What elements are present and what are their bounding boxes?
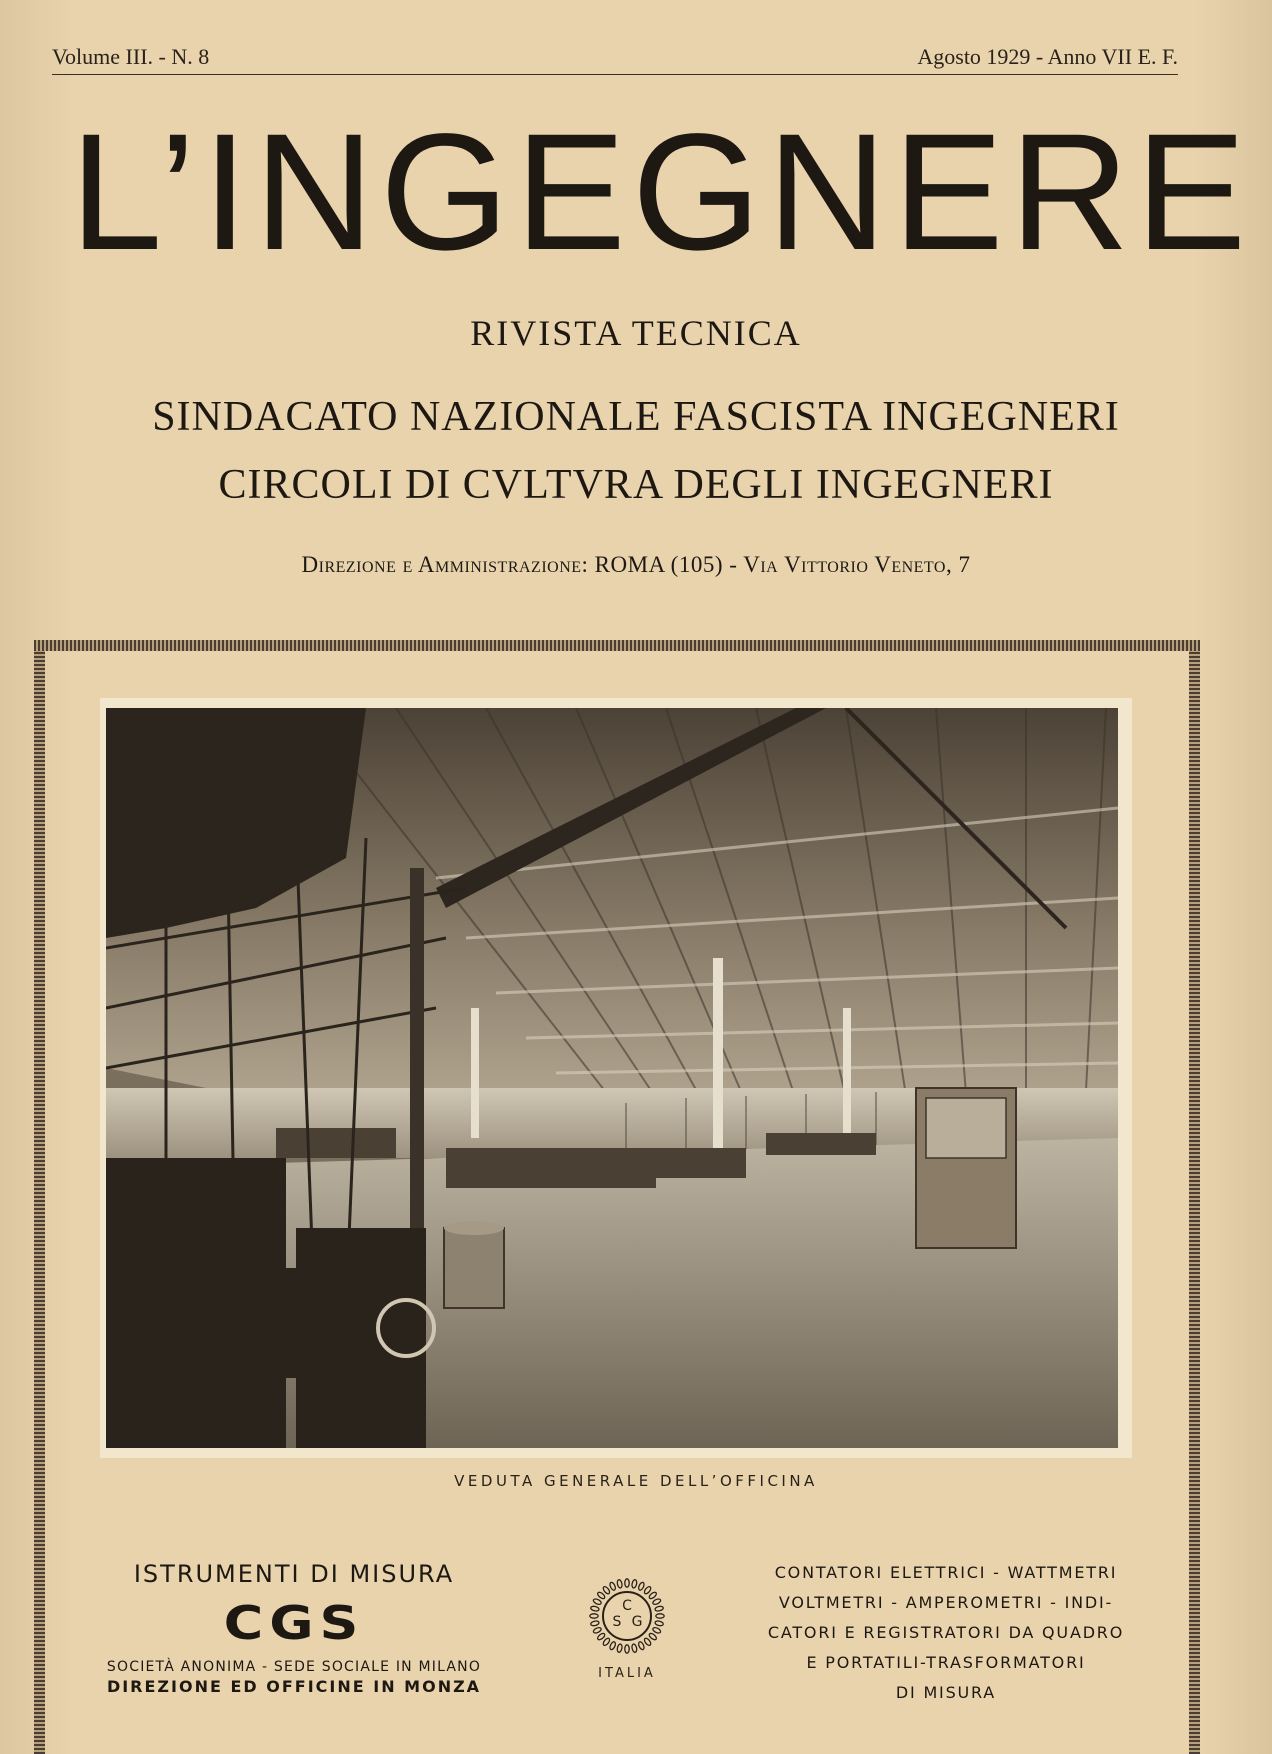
seal-petal <box>643 1637 652 1646</box>
editorial-address: Direzione e Amministrazione: ROMA (105) - Via Vittorio Veneto, 7 <box>301 552 971 577</box>
seal-petal <box>617 1644 623 1653</box>
brand-wordmark: CGS <box>223 1596 365 1651</box>
seal-petal <box>617 1579 623 1588</box>
seal-petal <box>609 1582 617 1591</box>
seal-petal <box>656 1614 664 1618</box>
ad-left-block <box>84 1560 504 1696</box>
product-line: CONTATORI ELETTRICI - WATTMETRI <box>774 1563 1118 1582</box>
logo-caption: ITALIA <box>598 1666 656 1681</box>
volume-number: Volume III. - N. 8 <box>52 44 210 69</box>
seal-petal <box>602 1586 611 1595</box>
seal-petal <box>609 1641 617 1650</box>
issue-date: Agosto 1929 - Anno VII E. F. <box>917 44 1178 69</box>
svg-text:G: G <box>631 1614 643 1630</box>
seal-petal <box>648 1632 657 1641</box>
seal-petal <box>597 1632 606 1641</box>
photo-caption: VEDUTA GENERALE DELL’OFFICINA <box>454 1472 818 1490</box>
seal-petal <box>593 1598 602 1606</box>
factory-photo <box>106 708 1118 1448</box>
seal-petal <box>648 1591 657 1600</box>
header-rule <box>52 74 1178 75</box>
product-line: DI MISURA <box>895 1683 997 1702</box>
magazine-title: L’INGEGNERE <box>70 100 1253 285</box>
svg-text:C: C <box>622 1598 632 1614</box>
seal-petal <box>631 1644 637 1653</box>
seal-petal <box>655 1620 664 1626</box>
seal-petal <box>652 1598 661 1606</box>
company-line-2: DIREZIONE ED OFFICINE IN MONZA <box>106 1677 482 1696</box>
ad-heading: ISTRUMENTI DI MISURA <box>133 1560 455 1588</box>
magazine-subtitle: RIVISTA TECNICA <box>470 313 802 353</box>
seal-petal <box>638 1582 646 1591</box>
seal-petal <box>590 1606 599 1612</box>
publisher-line-2: CIRCOLI DI CVLTVRA DEGLI INGEGNERI <box>218 462 1054 508</box>
seal-petal <box>625 1645 629 1653</box>
product-line: CATORI E REGISTRATORI DA QUADRO <box>767 1623 1125 1642</box>
seal-petal <box>625 1579 629 1587</box>
csg-logo <box>574 1572 680 1682</box>
seal-petal <box>597 1591 606 1600</box>
seal-petal <box>602 1637 611 1646</box>
ad-right-block <box>742 1558 1150 1708</box>
csg-seal-icon <box>577 1572 677 1662</box>
issue-header <box>52 40 1178 76</box>
seal-petal <box>638 1641 646 1650</box>
product-line: VOLTMETRI - AMPEROMETRI - INDI- <box>778 1593 1114 1612</box>
seal-petal <box>655 1606 664 1612</box>
seal-petal <box>590 1614 598 1618</box>
factory-hall-image <box>106 708 1118 1448</box>
seal-petal <box>631 1579 637 1588</box>
seal-petal <box>652 1627 661 1635</box>
product-line: E PORTATILI-TRASFORMATORI <box>806 1653 1086 1672</box>
seal-petal <box>593 1627 602 1635</box>
seal-petal <box>590 1620 599 1626</box>
company-line-1: SOCIETÀ ANONIMA - SEDE SOCIALE IN MILANO <box>106 1659 482 1675</box>
publisher-line-1: SINDACATO NAZIONALE FASCISTA INGEGNERI <box>152 394 1120 440</box>
svg-text:S: S <box>612 1614 622 1630</box>
seal-petal <box>643 1586 652 1595</box>
photo-mount <box>100 698 1132 1458</box>
